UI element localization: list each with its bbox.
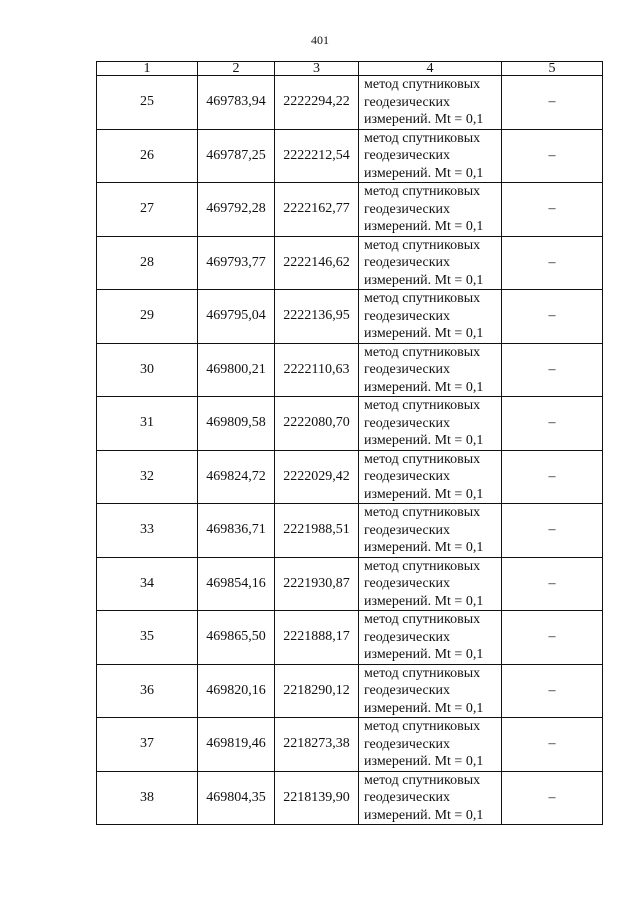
- column-header: 5: [502, 62, 603, 76]
- point-number-cell: 26: [97, 129, 198, 183]
- method-description-cell: метод спутниковых геодезических измерений. Mt = 0,1: [359, 504, 502, 558]
- x-coordinate-cell: 469824,72: [198, 450, 275, 504]
- remark-cell: –: [502, 76, 603, 130]
- x-coordinate-cell: 469836,71: [198, 504, 275, 558]
- table-row: [97, 129, 603, 183]
- y-coordinate-cell: 2221930,87: [275, 557, 359, 611]
- x-coordinate-cell: 469865,50: [198, 611, 275, 665]
- column-header: 1: [97, 62, 198, 76]
- y-coordinate-cell: 2222136,95: [275, 290, 359, 344]
- table-row: [97, 450, 603, 504]
- table-header-row: [97, 62, 603, 76]
- remark-cell: –: [502, 450, 603, 504]
- method-description-cell: метод спутниковых геодезических измерений. Mt = 0,1: [359, 236, 502, 290]
- x-coordinate-cell: 469819,46: [198, 718, 275, 772]
- column-header: 4: [359, 62, 502, 76]
- x-coordinate-cell: 469787,25: [198, 129, 275, 183]
- x-coordinate-cell: 469792,28: [198, 183, 275, 237]
- point-number-cell: 32: [97, 450, 198, 504]
- x-coordinate-cell: 469800,21: [198, 343, 275, 397]
- x-coordinate-cell: 469793,77: [198, 236, 275, 290]
- point-number-cell: 28: [97, 236, 198, 290]
- remark-cell: –: [502, 129, 603, 183]
- point-number-cell: 30: [97, 343, 198, 397]
- remark-cell: –: [502, 771, 603, 825]
- y-coordinate-cell: 2222162,77: [275, 183, 359, 237]
- table-row: [97, 771, 603, 825]
- y-coordinate-cell: 2221888,17: [275, 611, 359, 665]
- remark-cell: –: [502, 664, 603, 718]
- table-row: [97, 343, 603, 397]
- y-coordinate-cell: 2222212,54: [275, 129, 359, 183]
- y-coordinate-cell: 2222146,62: [275, 236, 359, 290]
- table-row: [97, 183, 603, 237]
- remark-cell: –: [502, 611, 603, 665]
- table-row: [97, 76, 603, 130]
- x-coordinate-cell: 469809,58: [198, 397, 275, 451]
- remark-cell: –: [502, 236, 603, 290]
- method-description-cell: метод спутниковых геодезических измерений. Mt = 0,1: [359, 343, 502, 397]
- x-coordinate-cell: 469783,94: [198, 76, 275, 130]
- y-coordinate-cell: 2218290,12: [275, 664, 359, 718]
- column-header: 3: [275, 62, 359, 76]
- x-coordinate-cell: 469820,16: [198, 664, 275, 718]
- table-row: [97, 290, 603, 344]
- method-description-cell: метод спутниковых геодезических измерений. Mt = 0,1: [359, 397, 502, 451]
- x-coordinate-cell: 469804,35: [198, 771, 275, 825]
- remark-cell: –: [502, 343, 603, 397]
- method-description-cell: метод спутниковых геодезических измерений. Mt = 0,1: [359, 771, 502, 825]
- point-number-cell: 36: [97, 664, 198, 718]
- page-number: 401: [311, 33, 329, 47]
- point-number-cell: 27: [97, 183, 198, 237]
- method-description-cell: метод спутниковых геодезических измерений. Mt = 0,1: [359, 611, 502, 665]
- table-row: [97, 611, 603, 665]
- table-row: [97, 504, 603, 558]
- point-number-cell: 37: [97, 718, 198, 772]
- point-number-cell: 38: [97, 771, 198, 825]
- method-description-cell: метод спутниковых геодезических измерений. Mt = 0,1: [359, 664, 502, 718]
- point-number-cell: 29: [97, 290, 198, 344]
- method-description-cell: метод спутниковых геодезических измерений. Mt = 0,1: [359, 183, 502, 237]
- y-coordinate-cell: 2221988,51: [275, 504, 359, 558]
- y-coordinate-cell: 2218139,90: [275, 771, 359, 825]
- coordinates-table: [96, 61, 603, 825]
- y-coordinate-cell: 2222294,22: [275, 76, 359, 130]
- x-coordinate-cell: 469854,16: [198, 557, 275, 611]
- table-row: [97, 718, 603, 772]
- remark-cell: –: [502, 557, 603, 611]
- method-description-cell: метод спутниковых геодезических измерений. Mt = 0,1: [359, 76, 502, 130]
- point-number-cell: 25: [97, 76, 198, 130]
- point-number-cell: 31: [97, 397, 198, 451]
- method-description-cell: метод спутниковых геодезических измерений. Mt = 0,1: [359, 557, 502, 611]
- x-coordinate-cell: 469795,04: [198, 290, 275, 344]
- point-number-cell: 34: [97, 557, 198, 611]
- table-row: [97, 557, 603, 611]
- method-description-cell: метод спутниковых геодезических измерений. Mt = 0,1: [359, 129, 502, 183]
- point-number-cell: 33: [97, 504, 198, 558]
- y-coordinate-cell: 2222110,63: [275, 343, 359, 397]
- point-number-cell: 35: [97, 611, 198, 665]
- method-description-cell: метод спутниковых геодезических измерений. Mt = 0,1: [359, 290, 502, 344]
- column-header: 2: [198, 62, 275, 76]
- table-row: [97, 236, 603, 290]
- method-description-cell: метод спутниковых геодезических измерений. Mt = 0,1: [359, 450, 502, 504]
- y-coordinate-cell: 2222080,70: [275, 397, 359, 451]
- remark-cell: –: [502, 397, 603, 451]
- remark-cell: –: [502, 290, 603, 344]
- remark-cell: –: [502, 718, 603, 772]
- table-body: [97, 76, 603, 825]
- y-coordinate-cell: 2218273,38: [275, 718, 359, 772]
- table-row: [97, 664, 603, 718]
- method-description-cell: метод спутниковых геодезических измерений. Mt = 0,1: [359, 718, 502, 772]
- y-coordinate-cell: 2222029,42: [275, 450, 359, 504]
- remark-cell: –: [502, 504, 603, 558]
- remark-cell: –: [502, 183, 603, 237]
- table-row: [97, 397, 603, 451]
